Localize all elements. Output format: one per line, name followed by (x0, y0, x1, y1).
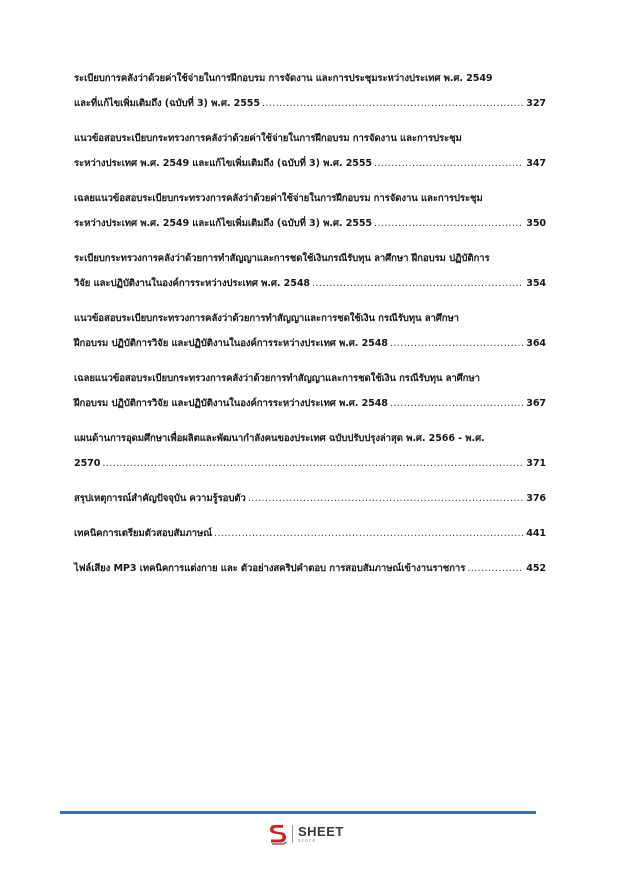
dot-leader (102, 451, 523, 476)
toc-entry[interactable] (74, 521, 546, 546)
toc-entry-page-number: 364 (526, 338, 546, 349)
table-of-contents (74, 66, 546, 591)
toc-entry[interactable] (74, 426, 546, 476)
dot-leader (262, 91, 523, 116)
toc-entry[interactable] (74, 486, 546, 511)
toc-entry-page-number: 452 (526, 563, 546, 574)
toc-entry-page-number: 376 (526, 493, 546, 504)
toc-entry-page-number: 327 (526, 98, 546, 109)
toc-entry-title-line-1: แนวข้อสอบระเบียบกระทรวงการคลังว่าด้วยการทำสัญญาและการชดใช้เงิน กรณีรับทุน ลาศึกษา (74, 313, 459, 324)
logo-divider (292, 825, 293, 843)
dot-leader (390, 391, 523, 416)
toc-entry-page-number: 441 (526, 528, 546, 539)
toc-entry-page-number: 350 (526, 218, 546, 229)
toc-entry-title-line-2: ระหว่างประเทศ พ.ศ. 2549 และแก้ไขเพิ่มเติมถึง (ฉบับที่ 3) พ.ศ. 2555 (74, 158, 372, 169)
dot-leader (390, 331, 523, 356)
toc-entry-title-line-1: เฉลยแนวข้อสอบระเบียบกระทรวงการคลังว่าด้วยการทำสัญญาและการชดใช้เงิน กรณีรับทุน ลาศึกษา (74, 373, 480, 384)
dot-leader (467, 556, 523, 581)
toc-entry-title: เทคนิคการเตรียมตัวสอบสัมภาษณ์ (74, 528, 212, 539)
toc-entry-title-line-1: แผนด้านการอุดมศึกษาเพื่อผลิตและพัฒนากำลังคนของประเทศ ฉบับปรับปรุงล่าสุด พ.ศ. 2566 - พ.ศ. (74, 433, 485, 444)
footer-rule (60, 811, 536, 814)
toc-entry-title-line-2: วิจัย และปฏิบัติงานในองค์การระหว่างประเทศ พ.ศ. 2548 (74, 278, 310, 289)
dot-leader (312, 271, 523, 296)
toc-entry-title-line-1: แนวข้อสอบระเบียบกระทรวงการคลังว่าด้วยค่าใช้จ่ายในการฝึกอบรม การจัดงาน และการประชุม (74, 133, 462, 144)
toc-entry[interactable] (74, 246, 546, 296)
toc-entry[interactable] (74, 186, 546, 236)
toc-entry-page-number: 347 (526, 158, 546, 169)
toc-entry-title-line-1: เฉลยแนวข้อสอบระเบียบกระทรวงการคลังว่าด้วยค่าใช้จ่ายในการฝึกอบรม การจัดงาน และการประชุม (74, 193, 483, 204)
toc-entry-title-line-2: ระหว่างประเทศ พ.ศ. 2549 และแก้ไขเพิ่มเติมถึง (ฉบับที่ 3) พ.ศ. 2555 (74, 218, 372, 229)
toc-entry-title-line-2: ฝึกอบรม ปฏิบัติการวิจัย และปฏิบัติงานในองค์การระหว่างประเทศ พ.ศ. 2548 (74, 398, 388, 409)
toc-entry-title: สรุปเหตุการณ์สำคัญปัจจุบัน ความรู้รอบตัว (74, 493, 246, 504)
toc-entry[interactable] (74, 126, 546, 176)
logo-subtitle: store (298, 837, 317, 844)
sheet-store-logo-icon (268, 822, 288, 846)
logo-wordmark: SHEET (298, 823, 344, 839)
toc-entry[interactable] (74, 306, 546, 356)
toc-entry-title-line-1: ระเบียบกระทรวงการคลังว่าด้วยการทำสัญญาและการชดใช้เงินกรณีรับทุน ลาศึกษา ฝึกอบรม ปฏิบัติการ (74, 253, 490, 264)
logo-text (298, 825, 344, 844)
toc-entry-page-number: 371 (526, 458, 546, 469)
toc-entry-title: ไฟล์เสียง MP3 เทคนิคการแต่งกาย และ ตัวอย่างสคริปคำตอบ การสอบสัมภาษณ์เข้างานราชการ (74, 563, 466, 574)
dot-leader (374, 151, 523, 176)
toc-entry-page-number: 354 (526, 278, 546, 289)
toc-entry[interactable] (74, 66, 546, 116)
toc-entry-title-line-2: ฝึกอบรม ปฏิบัติการวิจัย และปฏิบัติงานในองค์การระหว่างประเทศ พ.ศ. 2548 (74, 338, 388, 349)
toc-entry-title-line-1: ระเบียบการคลังว่าด้วยค่าใช้จ่ายในการฝึกอบรม การจัดงาน และการประชุมระหว่างประเทศ พ.ศ. 2549 (74, 73, 493, 84)
toc-entry[interactable] (74, 556, 546, 581)
toc-entry-title-line-2: และที่แก้ไขเพิ่มเติมถึง (ฉบับที่ 3) พ.ศ. 2555 (74, 98, 260, 109)
sheet-store-logo (268, 822, 344, 846)
dot-leader (248, 486, 524, 511)
toc-entry[interactable] (74, 366, 546, 416)
toc-entry-title-line-2: 2570 (74, 458, 101, 469)
dot-leader (214, 521, 523, 546)
dot-leader (374, 211, 523, 236)
toc-entry-page-number: 367 (526, 398, 546, 409)
